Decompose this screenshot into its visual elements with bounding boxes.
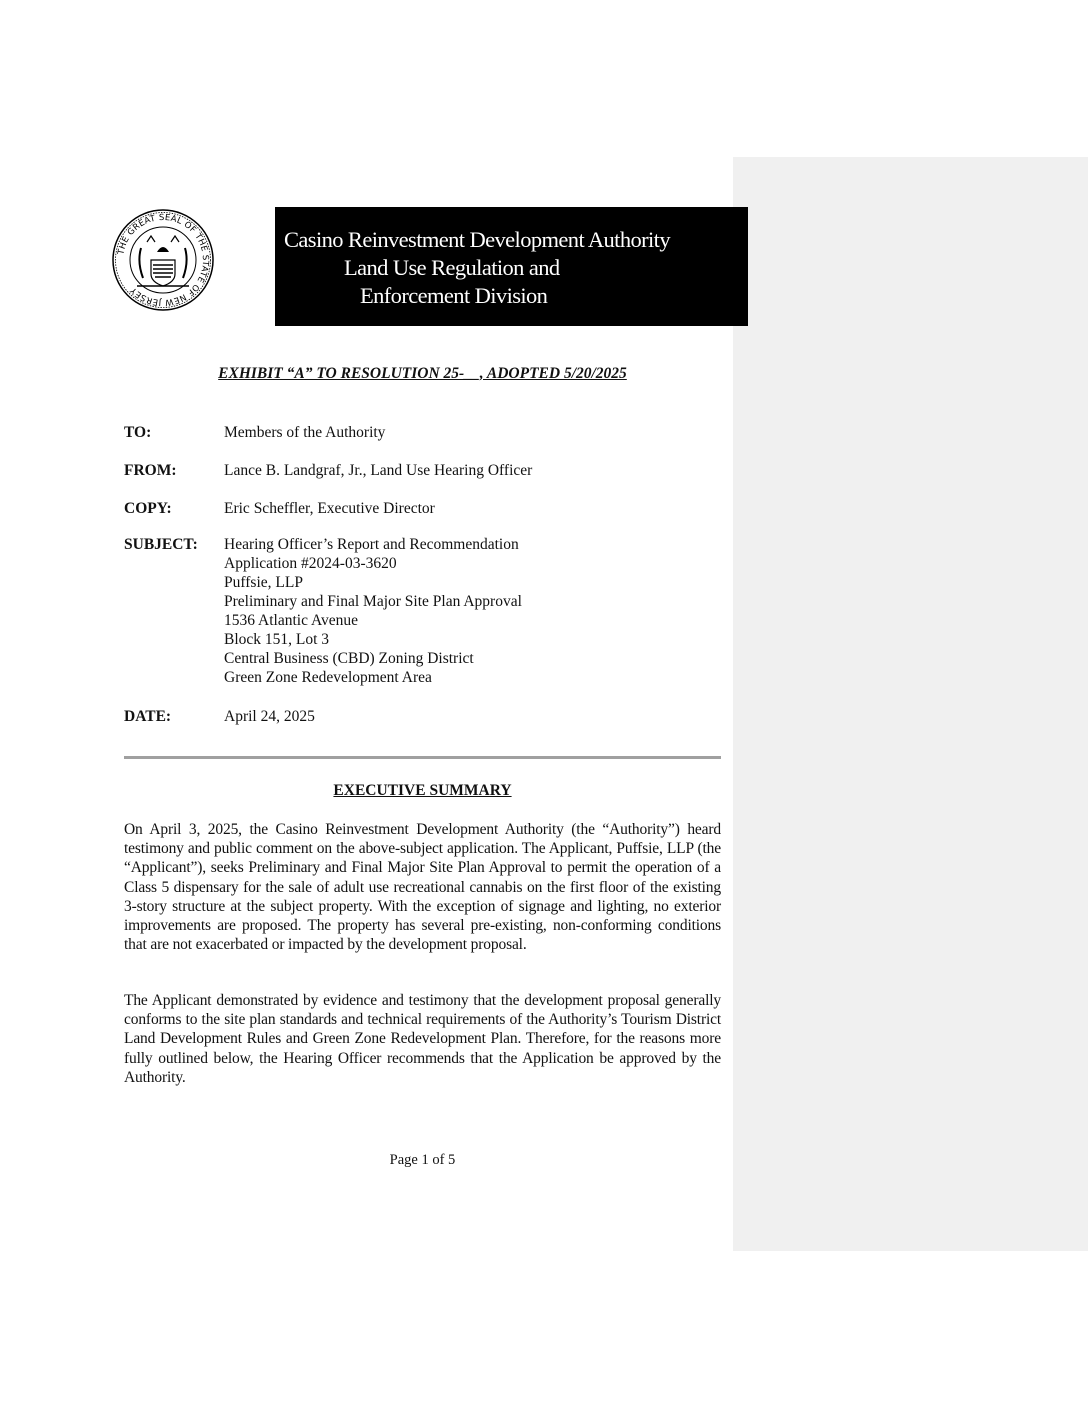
memo-date-label: DATE: bbox=[124, 708, 172, 725]
memo-to-label: TO: bbox=[124, 424, 152, 441]
horizontal-divider bbox=[124, 756, 721, 759]
memo-from-label: FROM: bbox=[124, 462, 177, 479]
subject-line: Application #2024-03-3620 bbox=[224, 555, 397, 572]
subject-line: Block 151, Lot 3 bbox=[224, 631, 330, 648]
subject-line: Puffsie, LLP bbox=[224, 574, 303, 591]
subject-line: 1536 Atlantic Avenue bbox=[224, 612, 359, 629]
memo-copy-label: COPY: bbox=[124, 500, 172, 517]
memo-date-value: April 24, 2025 bbox=[224, 708, 315, 725]
subject-line: Preliminary and Final Major Site Plan Approval bbox=[224, 593, 522, 610]
comment-pane bbox=[733, 157, 1088, 1251]
seal-text: THE GREAT SEAL OF THE STATE OF NEW JERSEY bbox=[116, 212, 211, 308]
summary-paragraph: The Applicant demonstrated by evidence and testimony that the development proposal generally conforms to the site plan standards and technical requirements of the Authority’s Tourism District Land Development Rules and Green Zone Redevelopment Plan. Therefore, for the reasons more fully outlined below, the Hearing Officer recommends that the Application be approved by the Authority. bbox=[124, 992, 721, 1086]
memo-to-value: Members of the Authority bbox=[224, 424, 386, 441]
summary-paragraph: On April 3, 2025, the Casino Reinvestment Development Authority (the “Authority”) heard testimony and public comment on the above-subject application. The Applicant, Puffsie, LLP (the “Applicant”), seeks Preliminary and Final Major Site Plan Approval to permit the operation of a Class 5 dispensary for the sale of adult use recreational cannabis on the first floor of the existing 3-story structure at the subject property. With the exception of signage and lighting, no exterior improvements are proposed. The property has several pre-existing, non-conforming conditions that are not exacerbated or impacted by the development proposal. bbox=[124, 821, 721, 954]
subject-line: Green Zone Redevelopment Area bbox=[224, 669, 432, 686]
state-seal-icon bbox=[111, 208, 215, 312]
header-banner bbox=[275, 207, 748, 326]
memo-from-value: Lance B. Landgraf, Jr., Land Use Hearing Officer bbox=[224, 462, 533, 479]
executive-summary-title: EXECUTIVE SUMMARY bbox=[333, 782, 512, 799]
banner-line-division-1: Land Use Regulation and bbox=[344, 255, 560, 280]
memo-subject-lines bbox=[224, 535, 522, 687]
subject-line: Central Business (CBD) Zoning District bbox=[224, 650, 474, 667]
banner-line-division-2: Enforcement Division bbox=[360, 283, 548, 308]
page-number: Page 1 of 5 bbox=[389, 1152, 456, 1168]
banner-line-agency: Casino Reinvestment Development Authority bbox=[284, 227, 670, 252]
memo-subject-label: SUBJECT: bbox=[124, 536, 198, 553]
subject-line: Hearing Officer’s Report and Recommendation bbox=[224, 536, 519, 553]
exhibit-title: EXHIBIT “A” TO RESOLUTION 25-__, ADOPTED 5/20/2025 bbox=[218, 365, 627, 382]
memo-copy-value: Eric Scheffler, Executive Director bbox=[224, 500, 435, 517]
